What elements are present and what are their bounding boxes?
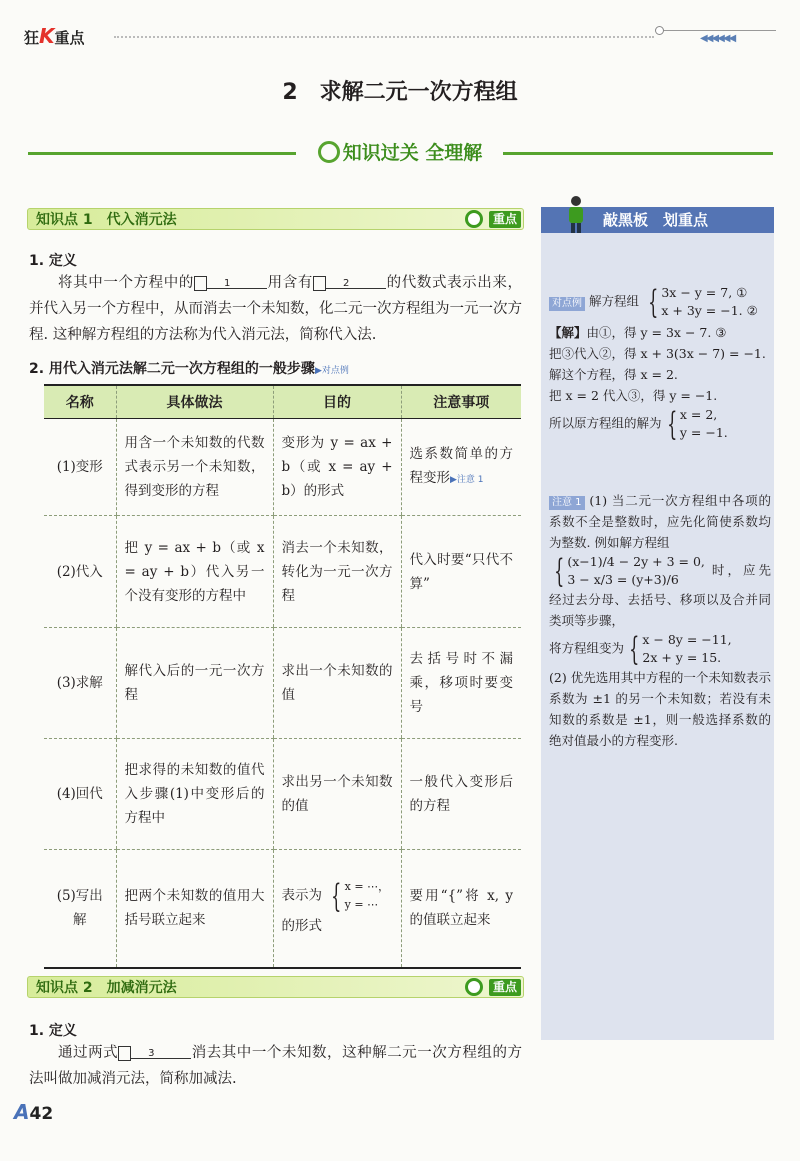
header-rule xyxy=(660,30,776,31)
knowledge-point-2-title: 知识点 2 加减消元法 xyxy=(36,980,177,996)
sidebar-note: 注意 1 (1) 当二元一次方程组中各项的系数不全是整数时，应先化简使系数均为整数. 例如解方程组 { (x−1)/4 − 2y + 3 = 0, 3 − x/3 = (y+3)/6 时，应先经过去分母、去括号、移项以及合并同类项等步骤， 将方程组变为 { x − 8y = −11, 2x + y = 15. (2) 优先选用其中方程的一个未知数表示系数为 ±1 的另一个未知数；若没有未知数的系数是 ±1，则一般选择系数的绝对值最小的方程变形. xyxy=(549,493,771,748)
step-method: 把两个未知数的值用大括号联立起来 xyxy=(116,850,273,968)
step-method: 解代入后的一元一次方程 xyxy=(116,628,273,739)
example-link[interactable]: ▶对点例 xyxy=(314,366,349,376)
definition-heading-1: 1. 定义 xyxy=(29,253,77,269)
fill-blank-3[interactable] xyxy=(131,1044,191,1059)
brace-symbol: { xyxy=(554,552,565,590)
step-method: 把 y = ax + b（或 x = ay + b）代入另一个没有变形的方程中 xyxy=(116,516,273,628)
brace-symbol: { xyxy=(331,877,342,916)
blank-number-1: 1 xyxy=(194,276,207,291)
sidebar-header: 敲黑板 划重点 xyxy=(541,207,774,233)
column-header: 目的 xyxy=(273,385,401,419)
table-row xyxy=(44,419,521,516)
column-header: 具体做法 xyxy=(116,385,273,419)
example-tag: 对点例 xyxy=(549,297,585,311)
table-row xyxy=(44,628,521,739)
table-row xyxy=(44,516,521,628)
step-method: 把求得的未知数的值代入步骤(1)中变形后的方程中 xyxy=(116,739,273,850)
step-purpose: 表示为 { x = ⋯， y = ⋯ 的形式 xyxy=(273,850,401,968)
teacher-icon xyxy=(566,195,586,233)
step-purpose: 求出另一个未知数的值 xyxy=(273,739,401,850)
banner-line-right xyxy=(503,152,773,155)
brace-symbol: { xyxy=(648,283,659,321)
column-header: 名称 xyxy=(44,385,116,419)
step-purpose: 变形为 y = ax + b（或 x = ay + b）的形式 xyxy=(273,419,401,516)
steps-heading: 2. 用代入消元法解二元一次方程组的一般步骤▶对点例 xyxy=(29,361,349,377)
knowledge-point-2-bar xyxy=(27,976,524,998)
table-header-row xyxy=(44,385,521,419)
swirl-icon xyxy=(318,141,340,163)
table-row xyxy=(44,850,521,968)
step-purpose: 消去一个未知数，转化为一元一次方程 xyxy=(273,516,401,628)
definition-2-text: 通过两式 3 消去其中一个未知数，这种解二元一次方程组的方法叫做加减消元法，简称加减法. xyxy=(29,1045,523,1087)
target-icon xyxy=(465,210,483,228)
sidebar-solution: 【解】由①，得 y = 3x − 7. ③ 把③代入②，得 x + 3(3x − 7) = −1. 解这个方程，得 x = 2. 把 x = 2 代入③，得 y = −1. 所以原方程组的解为 { x = 2, y = −1. xyxy=(549,325,766,443)
fill-blank-2[interactable] xyxy=(326,274,386,289)
page-title: 2 求解二元一次方程组 xyxy=(282,80,518,105)
blank-number-2: 2 xyxy=(313,276,326,291)
key-point-badge: 重点 xyxy=(489,211,521,228)
header-circle-icon xyxy=(655,26,664,35)
knowledge-point-1-bar xyxy=(27,208,524,230)
table-row xyxy=(44,739,521,850)
step-note: 代入时要“只代不算” xyxy=(401,516,521,628)
banner-line-left xyxy=(28,152,296,155)
fill-blank-1[interactable] xyxy=(207,274,267,289)
step-name: (3)求解 xyxy=(44,628,116,739)
definition-heading-2: 1. 定义 xyxy=(29,1023,77,1039)
steps-table xyxy=(44,384,521,969)
step-name: (2)代入 xyxy=(44,516,116,628)
note-link[interactable]: ▶注意 1 xyxy=(450,475,484,485)
step-method: 用含一个未知数的代数式表示另一个未知数，得到变形的方程 xyxy=(116,419,273,516)
header-dotted-line xyxy=(114,36,654,38)
target-icon xyxy=(465,978,483,996)
brace-symbol: { xyxy=(666,405,677,443)
blank-number-3: 3 xyxy=(118,1046,131,1061)
key-point-badge: 重点 xyxy=(489,979,521,996)
section-banner: 知识过关 全理解 xyxy=(297,138,503,165)
header-arrows-icon: ◀◀◀◀◀◀ xyxy=(700,33,735,44)
knowledge-point-1-title: 知识点 1 代入消元法 xyxy=(36,212,177,228)
step-purpose: 求出一个未知数的值 xyxy=(273,628,401,739)
step-name: (1)变形 xyxy=(44,419,116,516)
step-name: (5)写出解 xyxy=(44,850,116,968)
step-note: 一般代入变形后的方程 xyxy=(401,739,521,850)
sidebar-example: 对点例 解方程组 { 3x − y = 7, ① x + 3y = −1. ② xyxy=(549,284,771,320)
series-logo: 狂K重点 xyxy=(24,24,85,48)
logo-a-icon: A xyxy=(14,1100,30,1124)
step-note: 选系数简单的方程变形▶注意 1 xyxy=(401,419,521,516)
note-tag: 注意 1 xyxy=(549,496,585,510)
column-header: 注意事项 xyxy=(401,385,521,419)
step-name: (4)回代 xyxy=(44,739,116,850)
brace-symbol: { xyxy=(629,630,640,668)
step-note: 去括号时不漏乘，移项时要变号 xyxy=(401,628,521,739)
step-note: 要用“{”将 x, y 的值联立起来 xyxy=(401,850,521,968)
page-number: A42 xyxy=(14,1100,54,1124)
definition-1-text: 将其中一个方程中的 1 用含有 2 的代数式表示出来，并代入另一个方程中，从而消去一个未知数，化二元一次方程组为一元一次方程. 这种解方程组的方法称为代入消元法，简称代入法. xyxy=(29,275,523,343)
